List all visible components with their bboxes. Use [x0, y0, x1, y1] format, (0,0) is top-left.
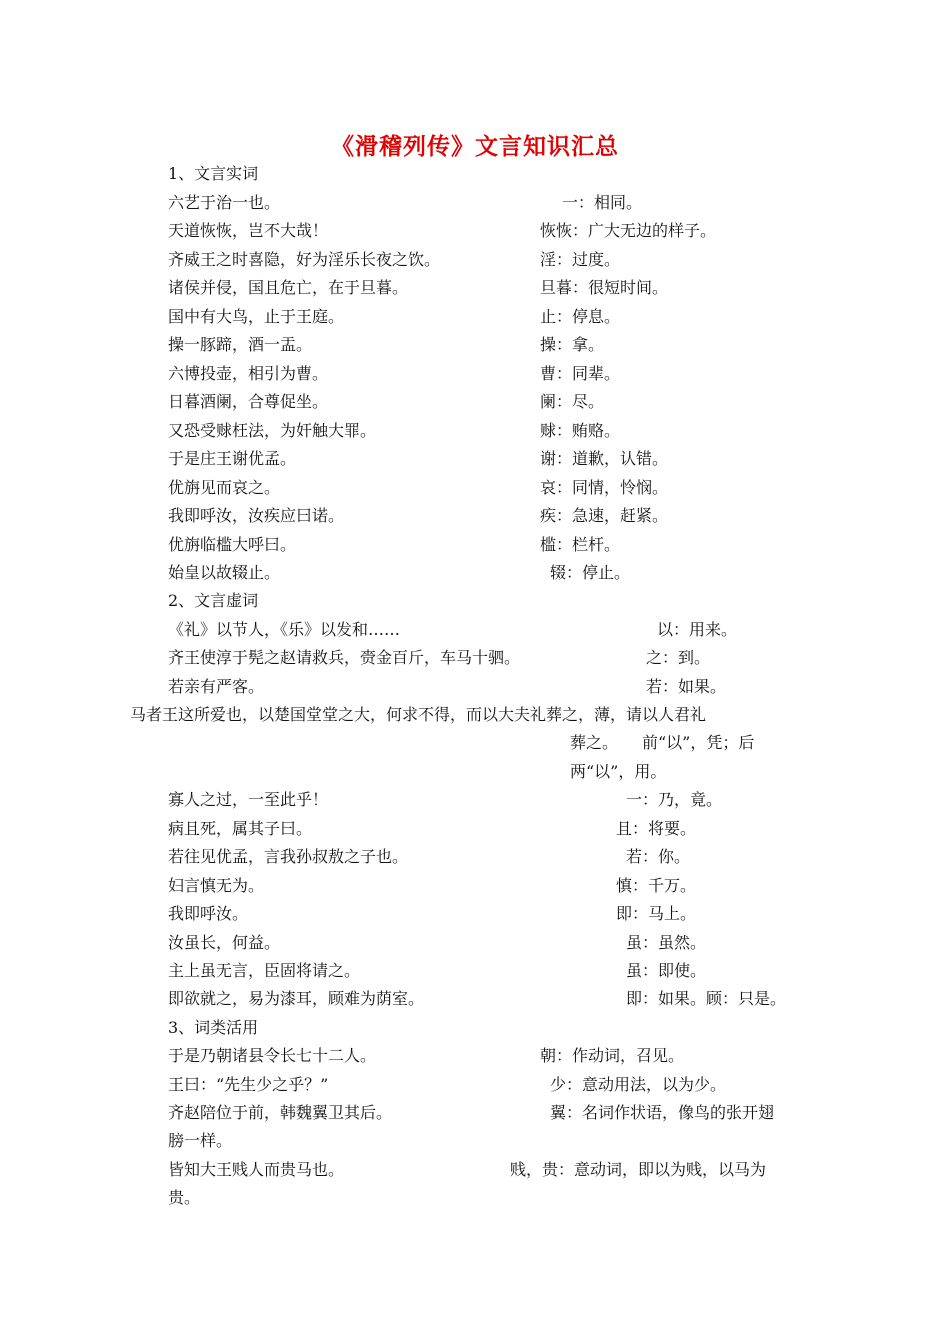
example-sentence: 优旃见而哀之。 [168, 478, 281, 497]
gloss-note: 阑：尽。 [540, 392, 605, 411]
example-sentence: 皆知大王贱人而贵马也。 [168, 1160, 345, 1179]
gloss-note: 即：马上。 [616, 904, 697, 923]
gloss-note: 操：拿。 [540, 335, 605, 354]
section-heading-shici: 1、文言实词 [168, 164, 259, 183]
gloss-note: 若：如果。 [646, 677, 727, 696]
example-sentence: 天道恢恢，岂不大哉！ [168, 221, 329, 240]
gloss-note: 旦暮：很短时间。 [540, 278, 669, 297]
example-sentence: 若亲有严客。 [168, 677, 265, 696]
page-title: 《滑稽列传》文言知识汇总 [331, 133, 619, 160]
example-sentence: 于是乃朝诸县令长七十二人。 [168, 1046, 377, 1065]
gloss-note: 曹：同辈。 [540, 364, 621, 383]
example-sentence: 于是庄王谢优孟。 [168, 449, 297, 468]
example-sentence: 妇言慎无为。 [168, 876, 265, 895]
example-sentence: 即欲就之，易为漆耳，顾难为荫室。 [168, 989, 425, 1008]
gloss-note: 即：如果。顾：只是。 [626, 989, 787, 1008]
gloss-note: 虽：虽然。 [626, 933, 707, 952]
gloss-note: 哀：同情，怜悯。 [540, 478, 669, 497]
gloss-note: 一：相同。 [562, 193, 643, 212]
example-sentence: 始皇以故辍止。 [168, 563, 281, 582]
gloss-note: 槛：栏杆。 [540, 535, 621, 554]
gloss-note: 慎：千万。 [616, 876, 697, 895]
example-sentence: 我即呼汝。 [168, 904, 249, 923]
gloss-note: 止：停息。 [540, 307, 621, 326]
example-sentence: 汝虽长，何益。 [168, 933, 281, 952]
gloss-note: 疾：急速，赶紧。 [540, 506, 669, 525]
gloss-note: 朝：作动词，召见。 [540, 1046, 685, 1065]
example-sentence: 我即呼汝，汝疾应曰诺。 [168, 506, 345, 525]
gloss-note: 谢：道歉，认错。 [540, 449, 669, 468]
gloss-note: 且：将要。 [616, 819, 697, 838]
example-sentence: 齐威王之时喜隐，好为淫乐长夜之饮。 [168, 250, 441, 269]
section-heading-huoyong: 3、词类活用 [168, 1018, 259, 1037]
gloss-note: 若：你。 [626, 847, 691, 866]
gloss-note: 之：到。 [646, 648, 711, 667]
example-sentence: 诸侯并侵，国且危亡，在于旦暮。 [168, 278, 409, 297]
gloss-note-long: 葬之。 前“以”，凭；后 [570, 733, 755, 752]
gloss-note-long-cont: 两“以”，用。 [570, 762, 667, 781]
example-sentence-cont: 贵。 [168, 1188, 201, 1207]
example-sentence: 国中有大鸟，止于王庭。 [168, 307, 345, 326]
gloss-note: 贱，贵：意动词，即以为贱，以马为 [510, 1160, 767, 1179]
example-sentence-cont: 膀一样。 [168, 1131, 233, 1150]
example-sentence: 六博投壶，相引为曹。 [168, 364, 329, 383]
example-sentence: 操一豚蹄，酒一盂。 [168, 335, 313, 354]
example-sentence: 又恐受赇枉法，为奸触大罪。 [168, 421, 377, 440]
example-sentence-long: 马者王这所爱也，以楚国堂堂之大，何求不得，而以大夫礼葬之，薄，请以人君礼 [130, 705, 707, 724]
gloss-note: 赇：贿赂。 [540, 421, 621, 440]
section-heading-xuci: 2、文言虚词 [168, 591, 259, 610]
gloss-note: 少：意动用法，以为少。 [550, 1075, 727, 1094]
gloss-note: 一：乃，竟。 [626, 790, 723, 809]
example-sentence: 齐赵陪位于前，韩魏翼卫其后。 [168, 1103, 393, 1122]
gloss-note: 辍：停止。 [550, 563, 631, 582]
gloss-note: 恢恢：广大无边的样子。 [540, 221, 717, 240]
gloss-note: 虽：即使。 [626, 961, 707, 980]
example-sentence: 寡人之过，一至此乎！ [168, 790, 329, 809]
gloss-note: 翼：名词作状语，像鸟的张开翅 [550, 1103, 775, 1122]
example-sentence: 若往见优孟，言我孙叔敖之子也。 [168, 847, 409, 866]
gloss-note: 以：用来。 [657, 620, 738, 639]
example-sentence: 齐王使淳于髡之赵请救兵，赍金百斤，车马十驷。 [168, 648, 521, 667]
example-sentence: 六艺于治一也。 [168, 193, 281, 212]
example-sentence: 《礼》以节人，《乐》以发和…… [168, 620, 401, 639]
gloss-note: 淫：过度。 [540, 250, 621, 269]
example-sentence: 王曰：“先生少之乎？” [168, 1075, 329, 1094]
example-sentence: 优旃临槛大呼曰。 [168, 535, 297, 554]
example-sentence: 主上虽无言，臣固将请之。 [168, 961, 361, 980]
example-sentence: 病且死，属其子曰。 [168, 819, 313, 838]
example-sentence: 日暮酒阑，合尊促坐。 [168, 392, 329, 411]
